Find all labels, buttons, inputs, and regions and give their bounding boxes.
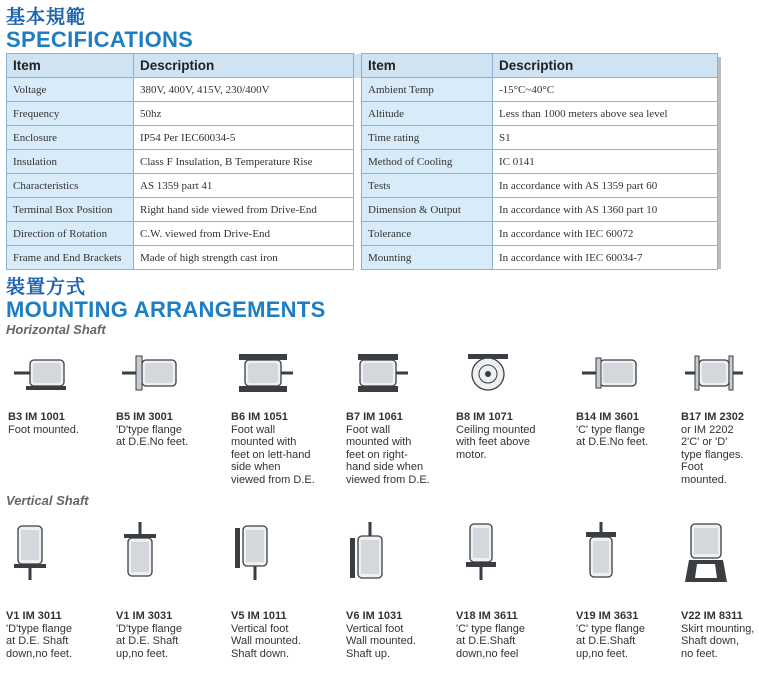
- vertical-mount-item: [231, 610, 301, 660]
- horizontal-mount-item: [456, 411, 536, 461]
- mount-description: 'C' type flange at D.E.Shaft up,no feet.: [576, 622, 646, 660]
- table-row: [7, 78, 718, 102]
- mount-code: V6 IM 1031: [346, 610, 403, 622]
- mount-description: Foot mounted.: [8, 423, 79, 436]
- vertical-mount-item: [346, 610, 416, 660]
- table-row: [7, 222, 718, 246]
- motor-wall-right-icon: [348, 352, 410, 399]
- spec-item-value: C.W. viewed from Drive-End: [134, 222, 354, 246]
- mount-description: 'C' type flange at D.E.Shaft down,no feel: [456, 622, 526, 660]
- spec-item-label: Frequency: [7, 102, 134, 126]
- header-item-right: Item: [362, 54, 493, 78]
- vertical-mount-item: [681, 610, 754, 660]
- motor-skirt-icon: [683, 522, 729, 587]
- mounting-title-cn: 裝置方式: [6, 276, 87, 298]
- spec-item-value: Made of high strength cast iron: [134, 246, 354, 270]
- spec-item-label: Voltage: [7, 78, 134, 102]
- mount-description: Vertical foot Wall mounted. Shaft up.: [346, 622, 416, 660]
- mount-code: B8 IM 1071: [456, 411, 513, 423]
- spec-item-value: In accordance with IEC 60034-7: [493, 246, 718, 270]
- horizontal-mount-item: [231, 411, 315, 486]
- spec-item-value: In accordance with AS 1359 part 60: [493, 174, 718, 198]
- horizontal-mount-item: [346, 411, 430, 486]
- header-description-right: Description: [493, 54, 718, 78]
- spec-item-label: Insulation: [7, 150, 134, 174]
- mount-description: Foot wall mounted with feet on lett-hand side when viewed from D.E.: [231, 423, 315, 486]
- spec-item-label: Terminal Box Position: [7, 198, 134, 222]
- spec-item-value: Right hand side viewed from Drive-End: [134, 198, 354, 222]
- spec-item-value: In accordance with AS 1360 part 10: [493, 198, 718, 222]
- header-description: Description: [134, 54, 354, 78]
- spec-item-value: AS 1359 part 41: [134, 174, 354, 198]
- motor-foot-mounted-icon: [10, 352, 72, 399]
- spec-item-value: IC 0141: [493, 150, 718, 174]
- vertical-shaft-label: Vertical Shaft: [6, 493, 89, 508]
- horizontal-mount-item: [8, 411, 79, 436]
- motor-c-flange-icon: [578, 352, 640, 399]
- spec-item-label: Characteristics: [7, 174, 134, 198]
- horizontal-mount-item: [681, 411, 744, 486]
- spec-item-value: Class F Insulation, B Temperature Rise: [134, 150, 354, 174]
- mount-code: V18 IM 3611: [456, 610, 518, 622]
- motor-ceiling-icon: [458, 352, 520, 399]
- motor-vertical-wall-up-icon: [348, 522, 394, 587]
- mount-code: V5 IM 1011: [231, 610, 287, 622]
- mount-description: 'C' type flange at D.E.No feet.: [576, 423, 649, 448]
- motor-vertical-c-up-icon: [578, 522, 624, 587]
- horizontal-mount-item: [116, 411, 188, 449]
- spec-item-value: Less than 1000 meters above sea level: [493, 102, 718, 126]
- motor-wall-left-icon: [233, 352, 295, 399]
- motor-vertical-down-icon: [8, 522, 54, 587]
- mount-code: V1 IM 3031: [116, 610, 173, 622]
- spec-item-value: In accordance with IEC 60072: [493, 222, 718, 246]
- spec-item-label: Method of Cooling: [362, 150, 493, 174]
- mounting-title: MOUNTING ARRANGEMENTS: [6, 297, 326, 322]
- table-row: [7, 102, 718, 126]
- motor-vertical-c-down-icon: [458, 522, 504, 587]
- spec-item-label: Ambient Temp: [362, 78, 493, 102]
- spec-item-label: Direction of Rotation: [7, 222, 134, 246]
- motor-double-flange-icon: [683, 352, 745, 399]
- spec-item-label: Mounting: [362, 246, 493, 270]
- spec-item-label: Enclosure: [7, 126, 134, 150]
- header-item: Item: [7, 54, 134, 78]
- mount-code: V1 IM 3011: [6, 610, 62, 622]
- spec-item-value: S1: [493, 126, 718, 150]
- mount-code: B7 IM 1061: [346, 411, 403, 423]
- spec-item-label: Tolerance: [362, 222, 493, 246]
- table-header-row: [7, 54, 718, 78]
- mount-description: 'D'type flange at D.E.No feet.: [116, 423, 189, 448]
- spec-item-label: Altitude: [362, 102, 493, 126]
- spec-item-label: Frame and End Brackets: [7, 246, 134, 270]
- mount-code: B5 IM 3001: [116, 411, 173, 423]
- mount-code: B3 IM 1001: [8, 411, 65, 423]
- vertical-mount-item: [116, 610, 182, 660]
- vertical-mount-item: [576, 610, 645, 660]
- spec-item-label: Tests: [362, 174, 493, 198]
- specifications-table-wrap: [6, 53, 717, 265]
- specifications-title: SPECIFICATIONS: [6, 27, 194, 52]
- specifications-table: [6, 53, 718, 270]
- motor-d-flange-icon: [118, 352, 180, 399]
- mount-code: B14 IM 3601: [576, 411, 639, 423]
- motor-vertical-up-icon: [118, 522, 164, 587]
- spec-item-value: IP54 Per IEC60034-5: [134, 126, 354, 150]
- specifications-title-cn: 基本規範: [6, 6, 87, 28]
- vertical-mount-item: [6, 610, 72, 660]
- mount-code: B6 IM 1051: [231, 411, 288, 423]
- spec-item-value: 380V, 400V, 415V, 230/400V: [134, 78, 354, 102]
- spec-item-label: Time rating: [362, 126, 493, 150]
- mount-code: V22 IM 8311: [681, 610, 743, 622]
- mount-description: Vertical foot Wall mounted. Shaft down.: [231, 622, 301, 660]
- table-row: [7, 198, 718, 222]
- spec-item-label: Dimension & Output: [362, 198, 493, 222]
- mount-description: Skirt mounting, Shaft down, no feet.: [681, 622, 755, 660]
- table-row: [7, 246, 718, 270]
- spec-item-value: -15°C~40°C: [493, 78, 718, 102]
- horizontal-mount-item: [576, 411, 648, 449]
- table-row: [7, 150, 718, 174]
- vertical-mount-item: [456, 610, 525, 660]
- mount-description: 'D'type flange at D.E. Shaft up,no feet.: [116, 622, 182, 660]
- mount-description: Ceiling mounted with feet above motor.: [456, 423, 536, 461]
- mount-code: B17 IM 2302: [681, 411, 744, 423]
- mount-description: Foot wall mounted with feet on right- hand side when viewed from D.E.: [346, 423, 430, 486]
- horizontal-shaft-label: Horizontal Shaft: [6, 322, 106, 337]
- mount-description: or IM 2202 2'C' or 'D' type flanges. Foot mounted.: [681, 423, 744, 486]
- mount-code: V19 IM 3631: [576, 610, 639, 622]
- mount-description: 'D'type flange at D.E. Shaft down,no feet.: [6, 622, 73, 660]
- motor-vertical-wall-down-icon: [233, 522, 279, 587]
- spec-item-value: 50hz: [134, 102, 354, 126]
- table-row: [7, 174, 718, 198]
- table-row: [7, 126, 718, 150]
